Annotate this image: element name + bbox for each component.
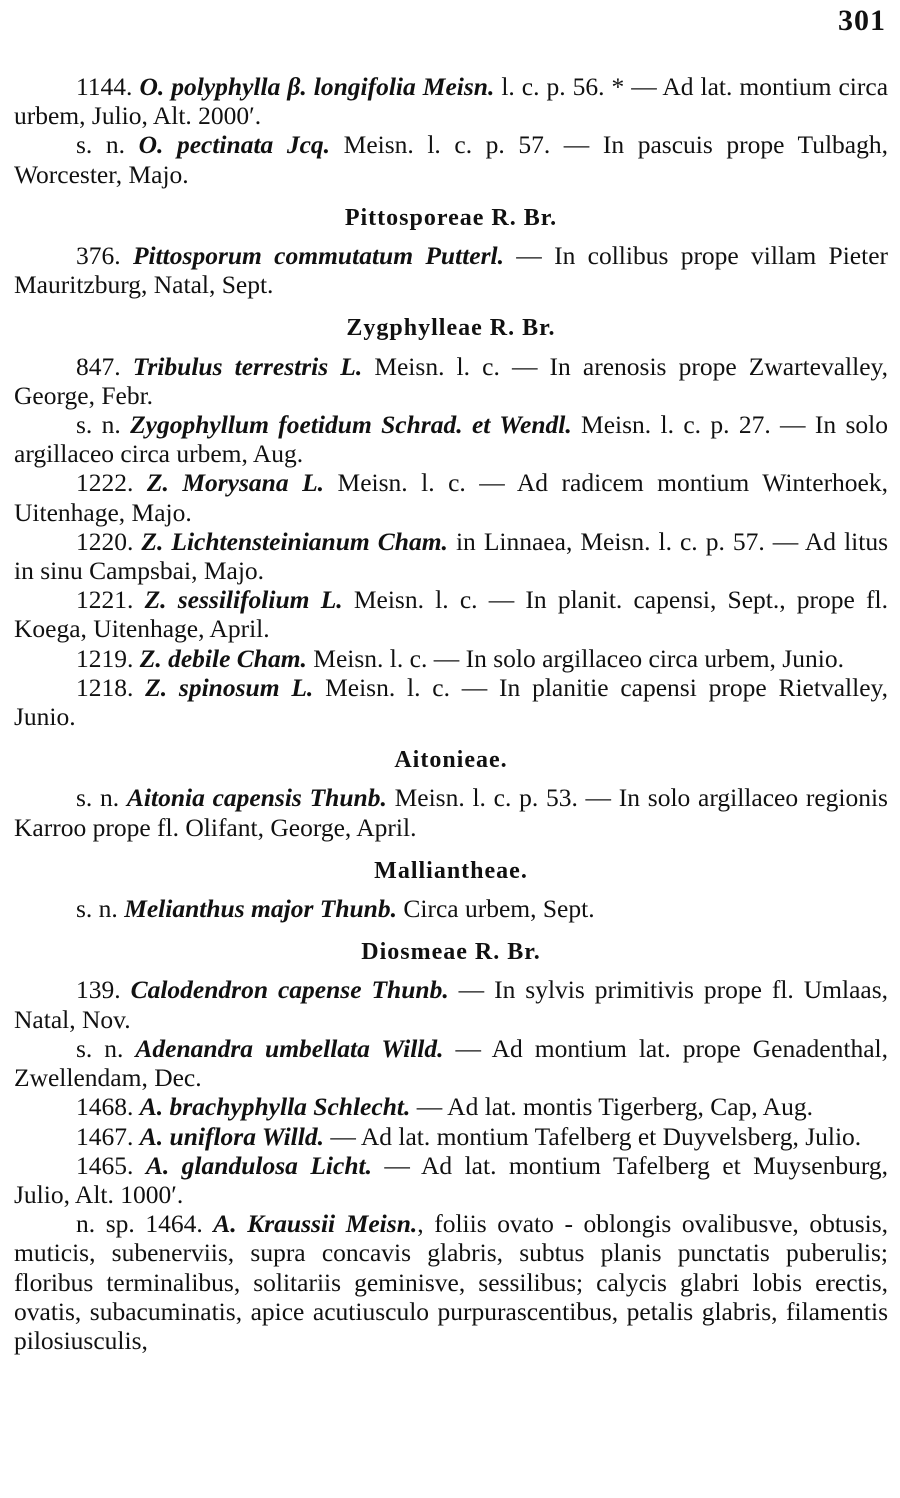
species-name: Tribulus terrestris L. [132, 351, 363, 381]
specimen-entry [14, 1151, 888, 1209]
entry-number: n. sp. 1464. [76, 1209, 203, 1239]
species-name: A. glandulosa Licht. [145, 1150, 372, 1180]
species-name: O. polyphylla β. longifolia Meisn. [139, 72, 495, 101]
species-name: Calodendron capense Thunb. [130, 975, 449, 1005]
specimen-entry [14, 1034, 888, 1092]
species-name: Melianthus major Thunb. [124, 894, 397, 924]
entry-text: Meisn. l. c. p. 57. — In pascuis prope Tulbagh, Worcester, Majo. [14, 130, 888, 189]
page-number: 301 [838, 4, 886, 37]
body-text [14, 72, 888, 1355]
entry-number: s. n. [76, 130, 126, 160]
entry-number: 1222. [76, 468, 134, 498]
entry-number: s. n. [76, 1033, 124, 1063]
entry-number: 376. [76, 241, 121, 271]
species-name: Z. spinosum L. [145, 672, 314, 702]
specimen-entry [14, 644, 888, 673]
specimen-entry [14, 410, 888, 468]
entry-number: 847. [76, 351, 121, 381]
species-name: Pittosporum commutatum Putterl. [132, 241, 504, 271]
species-name: A. brachyphylla Schlecht. [139, 1092, 411, 1122]
specimen-entry [14, 1122, 888, 1151]
entry-number: 1220. [76, 526, 134, 556]
entry-number: 1467. [76, 1121, 134, 1151]
entry-text: Circa urbem, Sept. [397, 894, 595, 924]
entry-text: — Ad lat. montis Tigerberg, Cap, Aug. [410, 1092, 813, 1122]
section-heading: Pittosporeae R. Br. [344, 204, 558, 231]
species-name: A. Kraussii Meisn. [213, 1209, 418, 1239]
species-name: Z. debile Cham. [139, 643, 307, 673]
species-name: Zygophyllum foetidum Schrad. et Wendl. [130, 410, 572, 440]
entry-text: — Ad montium lat. prope Genadenthal, Zwellendam, Dec. [14, 1033, 888, 1093]
specimen-entry [14, 673, 888, 731]
entry-text: Meisn. l. c. — In solo argillaceo circa urbem, Junio. [306, 643, 844, 673]
species-name: Z. Morysana L. [146, 468, 325, 498]
entry-number: 1468. [76, 1092, 134, 1122]
entry-text: Meisn. l. c. p. 27. — In solo argillaceo circa urbem, Aug. [14, 410, 888, 469]
species-name: Adenandra umbellata Willd. [135, 1033, 444, 1063]
species-name: Z. Lichtensteinianum Cham. [141, 526, 448, 556]
section-heading: Diosmeae R. Br. [361, 939, 541, 966]
entry-text: — Ad lat. montium Tafelberg et Muysenburg, Julio, Alt. 1000′. [14, 1150, 888, 1209]
entry-text: — In sylvis primitivis prope fl. Umlaas, Natal, Nov. [14, 975, 889, 1034]
specimen-entry [14, 130, 888, 188]
specimen-entry [14, 894, 888, 923]
section-heading: Zygphylleae R. Br. [346, 315, 556, 342]
entry-number: s. n. [76, 894, 118, 924]
entry-text: — Ad lat. montium Tafelberg et Duyvelsberg, Julio. [323, 1121, 862, 1151]
specimen-entry [14, 975, 888, 1033]
specimen-entry [14, 1092, 888, 1121]
entry-number: 1218. [76, 672, 134, 702]
section-heading: Aitonieae. [394, 747, 508, 774]
specimen-entry [14, 72, 888, 130]
specimen-entry [14, 1209, 888, 1355]
specimen-entry [14, 585, 888, 643]
entry-number: 1221. [76, 585, 134, 615]
species-name: Aitonia capensis Thunb. [126, 783, 387, 813]
species-name: Z. sessilifolium L. [144, 585, 343, 615]
entry-text: in Linnaea, Meisn. l. c. p. 57. — Ad litus in sinu Campsbai, Majo. [14, 526, 888, 586]
specimen-entry [14, 527, 888, 585]
entry-text: Meisn. l. c. — In planit. capensi, Sept., prope fl. Koega, Uitenhage, April. [14, 585, 889, 644]
species-name: O. pectinata Jcq. [138, 130, 331, 160]
specimen-entry [14, 241, 888, 299]
species-name: A. uniflora Willd. [139, 1121, 324, 1151]
entry-number: 1465. [76, 1150, 134, 1180]
specimen-entry [14, 783, 888, 841]
entry-number: s. n. [76, 410, 121, 440]
entry-text: Meisn. l. c. — In arenosis prope Zwartevalley, George, Febr. [14, 351, 888, 410]
entry-text: Meisn. l. c. p. 53. — In solo argillaceo regionis Karroo prope fl. Olifant, George, April. [14, 783, 888, 842]
entry-text: l. c. p. 56. * — Ad lat. montium circa urbem, Julio, Alt. 2000′. [14, 72, 889, 131]
entry-number: 1219. [76, 643, 134, 673]
specimen-entry [14, 352, 888, 410]
specimen-entry [14, 468, 888, 526]
entry-text: Meisn. l. c. — Ad radicem montium Winterhoek, Uitenhage, Majo. [14, 468, 889, 527]
entry-text: Meisn. l. c. — In planitie capensi prope Rietvalley, Junio. [14, 672, 888, 732]
entry-number: 139. [76, 975, 121, 1005]
section-heading: Malliantheae. [374, 857, 528, 884]
entry-number: 1144. [76, 72, 133, 101]
entry-text: — In collibus prope villam Pieter Mauritzburg, Natal, Sept. [14, 241, 889, 300]
entry-text: , foliis ovato - oblongis ovalibusve, obtusis, muticis, subenerviis, supra concavis glabris, subtus planis punctatis puberulis; floribus terminalibus, solitariis geminisve, sessilibus; calycis glabri lobis erectis, ovatis, subacuminatis, apice acutiusculo purpurascentibus, petalis glabris, filamentis pilosiusculis, [14, 1209, 888, 1355]
entry-number: s. n. [76, 783, 120, 813]
